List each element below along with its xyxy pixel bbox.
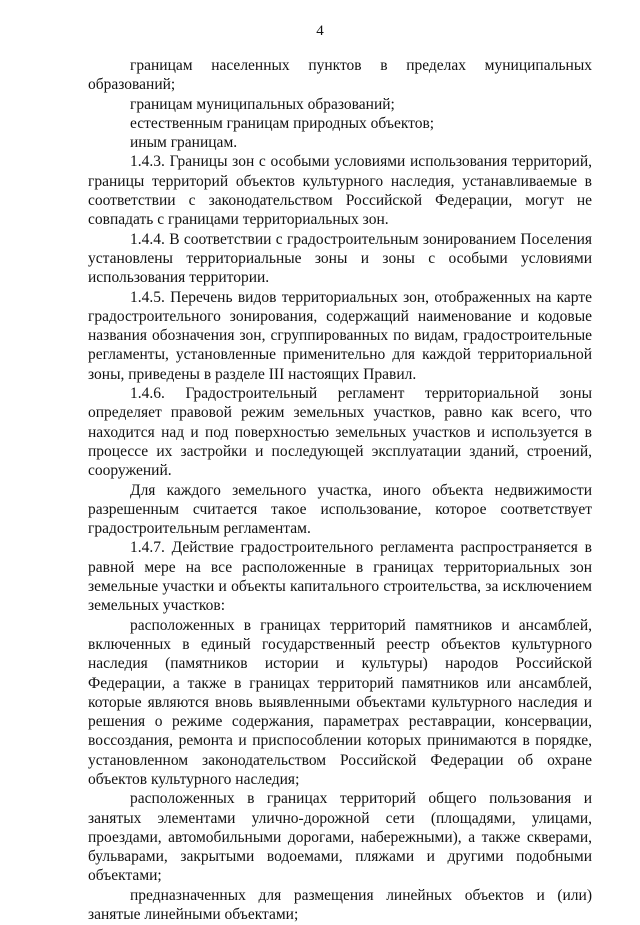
paragraph: Для каждого земельного участка, иного объекта недвижимости разрешенным считается такое использование, которое соответствует градостроительным регламентам.: [88, 481, 592, 538]
paragraph: расположенных в границах территорий общего пользования и занятых элементами улично-дорожной сети (площадями, улицами, проездами, автомобильными дорогами, набережными), а также скверами, бульварами, закрытыми водоемами, пляжами и другими подобными объектами;: [88, 790, 592, 885]
paragraph: 1.4.3. Границы зон с особыми условиями использования территорий, границы территорий объектов культурного наследия, устанавливаемые в соответствии с законодательством Российской Федерации, могут не совпадать с границами территориальных зон.: [88, 153, 592, 229]
paragraph: 1.4.6. Градостроительный регламент территориальной зоны определяет правовой режим земельных участков, равно как всего, что находится над и под поверхностью земельных участков и используется в процессе их застройки и последующей эксплуатации зданий, строений, сооружений.: [88, 385, 592, 480]
paragraph: 1.4.4. В соответствии с градостроительным зонированием Поселения установлены территориальные зоны и зоны с особыми условиями использования территории.: [88, 230, 592, 287]
document-body: [88, 56, 592, 924]
paragraph: границам муниципальных образований;: [130, 95, 395, 113]
paragraph: 1.4.5. Перечень видов территориальных зон, отображенных на карте градостроительного зонирования, содержащий наименование и кодовые названия обозначения зон, сгруппированных по видам, градостроительные регламенты, установленные применительно для каждой территориальной зоны, приведены в разделе III настоящих Правил.: [88, 288, 592, 383]
paragraph: границам населенных пунктов в пределах муниципальных образований;: [88, 57, 592, 94]
paragraph: естественным границам природных объектов;: [130, 114, 435, 132]
page-number: 4: [316, 23, 324, 39]
paragraph: расположенных в границах территорий памятников и ансамблей, включенных в единый государственный реестр объектов культурного наследия (памятников истории и культуры) народов Российской Федерации, а также в границах территорий памятников или ансамблей, которые являются вновь выявленными объектами культурного наследия и решения о режиме содержания, параметрах реставрации, консервации, воссоздания, ремонта и приспособлении которых принимаются в порядке, установленном законодательством Российской Федерации об охране объектов культурного наследия;: [88, 616, 592, 788]
paragraph: иным границам.: [130, 134, 238, 152]
paragraph: предназначенных для размещения линейных объектов и (или) занятые линейными объектами;: [88, 886, 592, 924]
paragraph: 1.4.7. Действие градостроительного регламента распространяется в равной мере на все расположенные в границах территориальных зон земельные участки и объекты капитального строительства, за исключением земельных участков:: [88, 539, 592, 615]
